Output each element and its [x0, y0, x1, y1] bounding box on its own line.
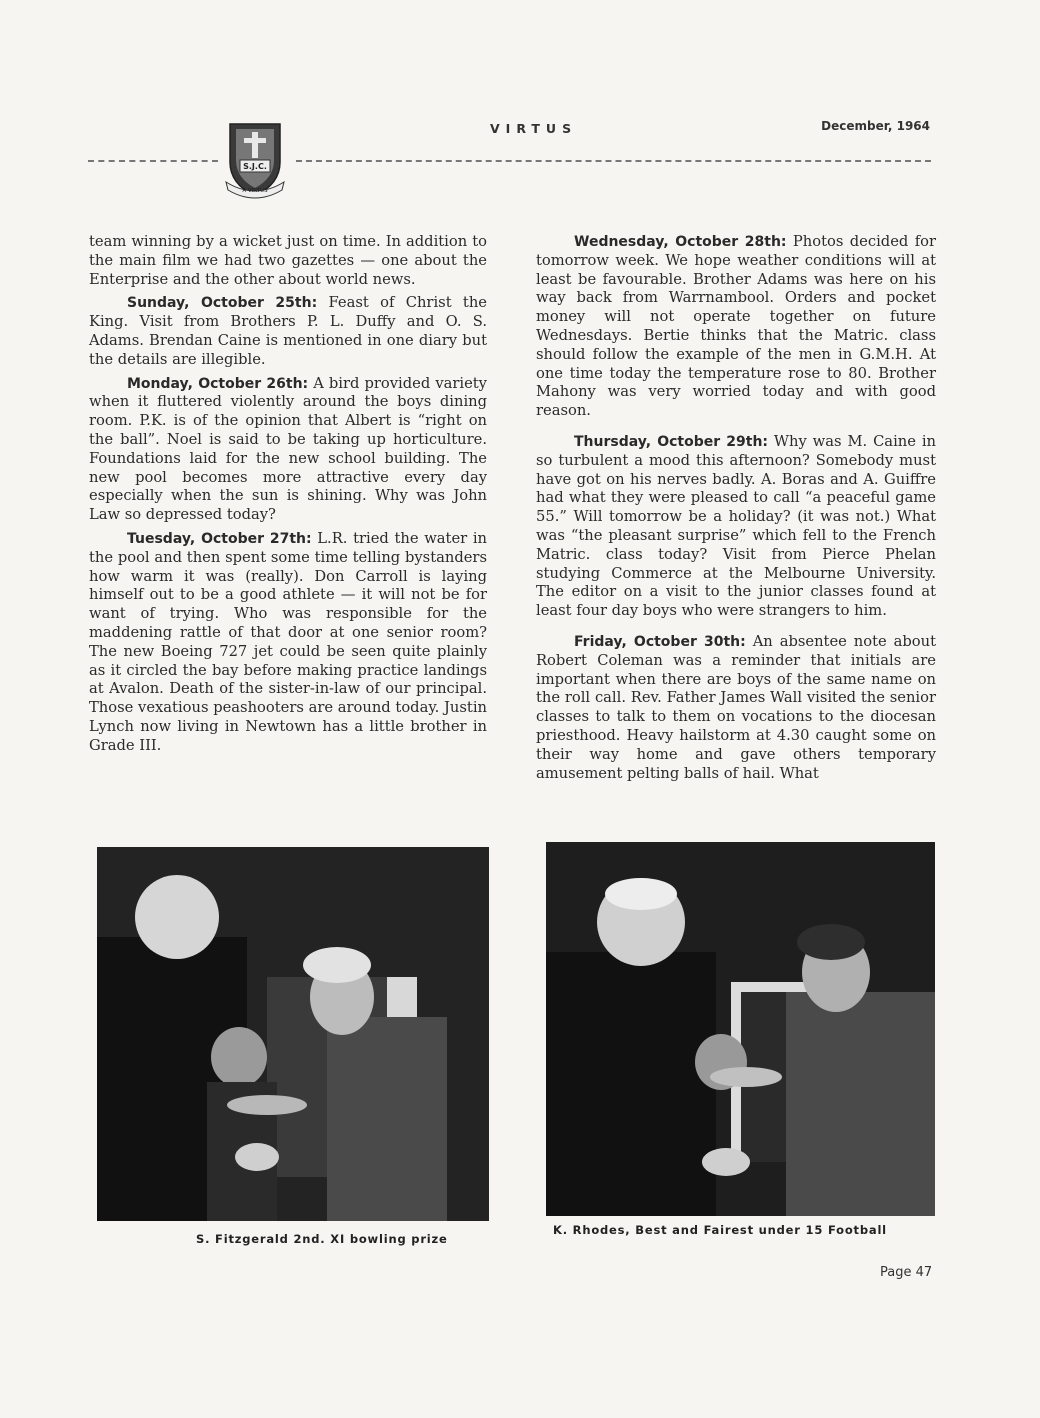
entry-text: Photos decided for tomorrow week. We hope weather conditions will at least be favourable. Brother Adams was here on his way back from Warrnambool. Orders and pocket money will not operate together on future Wednesdays. Bertie thinks that the Matric. class should follow the example of the men in G.M.H. At one time today the temperature rose to 80. Brother Mahony was very worried today and with good reason. — [536, 233, 936, 420]
diary-entry-wednesday — [536, 233, 936, 421]
entry-text: A bird provided variety when it fluttered violently around the boys dining room. P.K. is of the opinion that Albert is “right on the ball”. Noel is said to be taking up horticulture. Foundations laid for the new school building. The new pool becomes more attractive every day especially when the sun is shining. Why was John Law so depressed today? — [89, 374, 487, 524]
diary-entry-friday — [536, 633, 936, 783]
diary-entry-sunday — [89, 294, 487, 369]
entry-date: Thursday, October 29th: — [574, 433, 769, 450]
left-text-column — [89, 233, 487, 761]
entry-text: Why was M. Caine in so turbulent a mood this afternoon? Somebody must have got on his nerves badly. A. Boras and A. Guiffre had what they were pleased to call “a peaceful game 55.” Will tomorrow be a holiday? (it was not.) What was “the pleasant surprise” which fell to the French Matric. class today? Visit from Pierce Phelan studying Commerce at the Melbourne University. The editor on a visit to the junior classes found at least four day boys who were strangers to him. — [536, 432, 936, 620]
header-rule-left — [88, 160, 218, 162]
svg-text:A VIRTUS: A VIRTUS — [242, 188, 268, 194]
entry-date: Sunday, October 25th: — [127, 295, 318, 312]
entry-text: L.R. tried the water in the pool and then spent some time telling bystanders how warm it was (really). Don Carroll is laying himself out to be a good athlete — it will not be for want of trying. Who was responsible for the maddening rattle of that door at one senior room? The new Boeing 727 jet could be seen quite plainly as it circled the bay before making practice landings at Avalon. Death of the sister-in-law of our principal. Those vexatious peashooters are around today. Justin Lynch now living in Newtown has a little brother in Grade III. — [89, 529, 487, 754]
diary-entry-thursday — [536, 433, 936, 621]
diary-entry-monday — [89, 375, 487, 525]
right-text-column — [536, 233, 936, 788]
entry-text: An absentee note about Robert Coleman was a reminder that initials are important when there are boys of the same name on the roll call. Rev. Father James Wall visited the senior classes to talk to them on vocations to the diocesan priesthood. Heavy hailstorm at 4.30 caught some on their way home and gave others temporary amusement pelting balls of hail. What — [536, 632, 936, 782]
school-crest-logo — [222, 118, 288, 200]
diary-entry-tuesday — [89, 530, 487, 756]
entry-text: Feast of Christ the King. Visit from Brothers P. L. Duffy and O. S. Adams. Brendan Caine is mentioned in one diary but the details are illegible. — [89, 294, 487, 368]
page-number: Page 47 — [880, 1265, 933, 1280]
photo-caption-rhodes: K. Rhodes, Best and Fairest under 15 Football — [553, 1223, 887, 1237]
magazine-title: VIRTUS — [490, 121, 578, 136]
prize-presentation-photo-rhodes — [546, 842, 935, 1216]
entry-date: Friday, October 30th: — [574, 633, 746, 650]
prize-presentation-photo-fitzgerald — [97, 847, 489, 1221]
issue-date: December, 1964 — [821, 119, 930, 133]
entry-date: Tuesday, October 27th: — [127, 530, 312, 547]
photo-caption-fitzgerald: S. Fitzgerald 2nd. XI bowling prize — [196, 1232, 448, 1246]
continuation-paragraph: team winning by a wicket just on time. In addition to the main film we had two gazettes — one about the Enterprise and the other about world news. — [89, 233, 487, 288]
entry-date: Wednesday, October 28th: — [574, 234, 787, 250]
entry-date: Monday, October 26th: — [127, 375, 309, 392]
header-rule-right — [296, 160, 931, 162]
svg-text:S.J.C.: S.J.C. — [243, 162, 267, 171]
